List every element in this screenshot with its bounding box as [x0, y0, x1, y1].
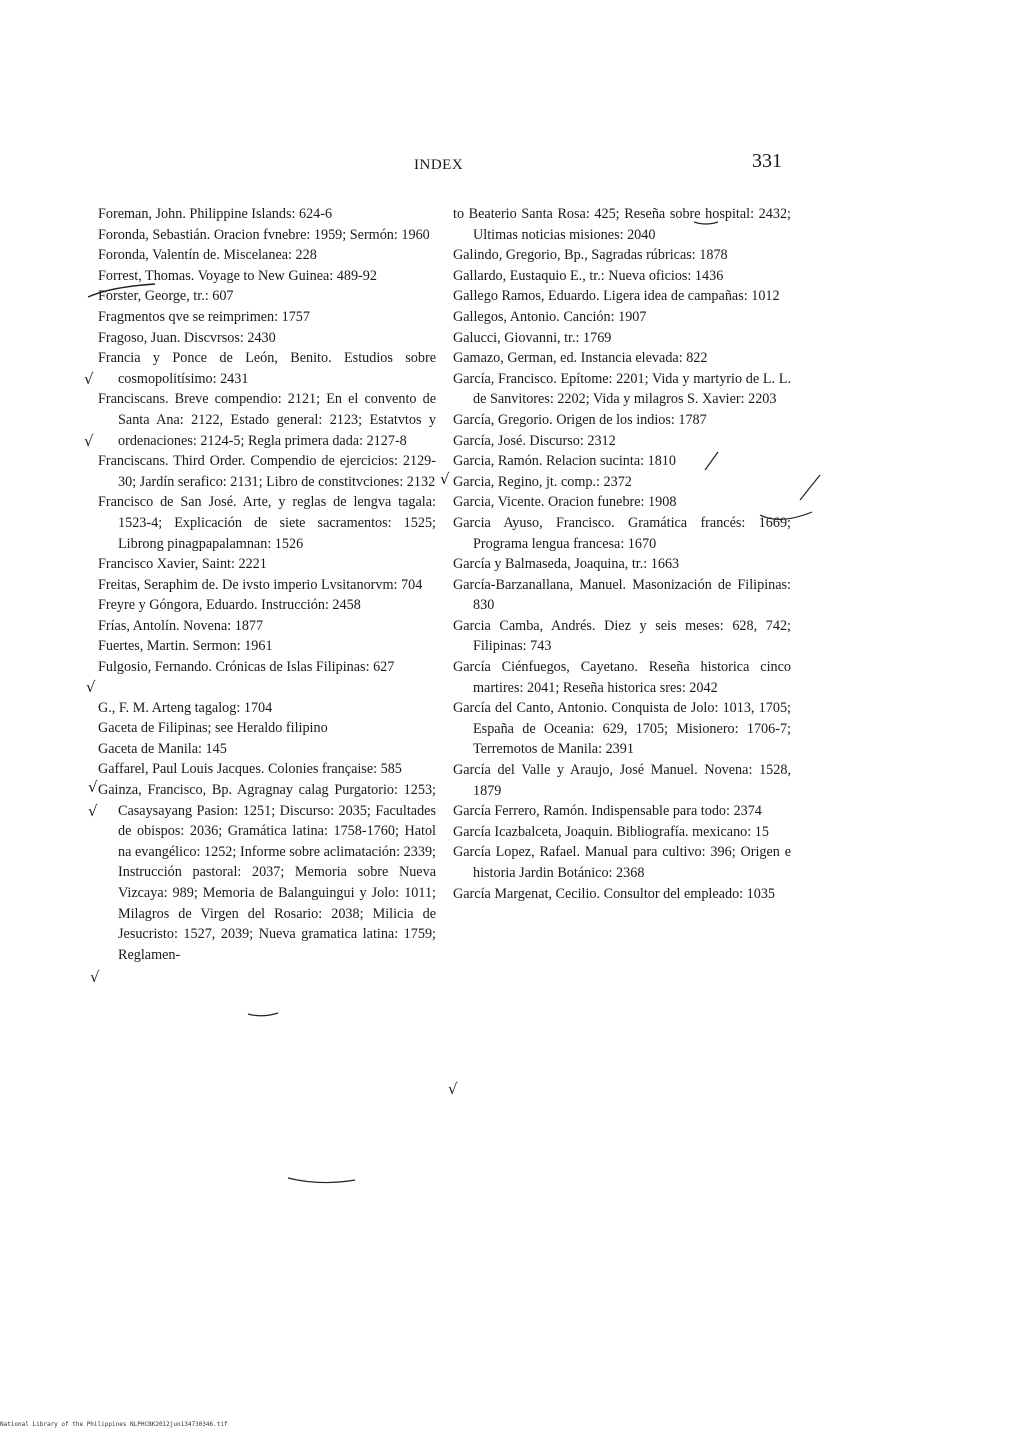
check-mark-icon: √: [90, 968, 100, 986]
index-entry: Gallegos, Antonio. Canción: 1907: [453, 308, 647, 325]
index-entry: Freitas, Seraphim de. De ivsto imperio Lvsitanorvm: 704: [98, 576, 423, 593]
index-entry: Foronda, Valentín de. Miscelanea: 228: [98, 247, 317, 264]
check-mark-icon: √: [88, 778, 98, 796]
index-entry: Francisco Xavier, Saint: 2221: [98, 556, 267, 573]
index-entry: Franciscans. Third Order. Compendio de ejercicios: 2129-30; Jardín serafico: 2131; Libro de constitvciones: 2132: [98, 453, 436, 490]
index-entry: Gaceta de Manila: 145: [98, 740, 227, 757]
index-column-right: [453, 204, 791, 904]
index-entry: Gaceta de Filipinas; see Heraldo filipino: [98, 720, 328, 737]
index-entry: Garcia Camba, Andrés. Diez y seis meses: 628, 742; Filipinas: 743: [453, 617, 791, 655]
index-entry: Garcia Ayuso, Francisco. Gramática francés: 1669; Programa lengua francesa: 1670: [453, 514, 791, 552]
index-entry: García del Canto, Antonio. Conquista de Jolo: 1013, 1705; España de Oceania: 629, 1705; Misionero: 1706-7; Terremotos de Manila: 2391: [453, 700, 791, 758]
running-title: INDEX: [414, 157, 464, 173]
index-entry: Fulgosio, Fernando. Crónicas de Islas Filipinas: 627: [98, 659, 395, 676]
index-entry: Francisco de San José. Arte, y reglas de lengva tagala: 1523-4; Explicación de siete sacramentos: 1525; Librong pinagpapalamnan: 1526: [98, 494, 436, 552]
index-entry: Gallego Ramos, Eduardo. Ligera idea de campañas: 1012: [453, 288, 780, 305]
index-entry: García del Valle y Araujo, José Manuel. Novena: 1528, 1879: [453, 762, 791, 799]
pen-underline-mark: [288, 1178, 355, 1183]
index-entry: Gaffarel, Paul Louis Jacques. Colonies française: 585: [98, 761, 402, 778]
index-entry: Garcia, Ramón. Relacion sucinta: 1810: [453, 453, 676, 470]
check-mark-icon: √: [88, 802, 98, 820]
index-entry: to Beaterio Santa Rosa: 425; Reseña sobre hospital: 2432; Ultimas noticias misiones: 2040: [453, 206, 791, 243]
check-mark-icon: √: [448, 1080, 458, 1098]
check-mark-icon: √: [84, 370, 94, 388]
index-entry: Frías, Antolín. Novena: 1877: [98, 617, 264, 634]
index-entry: Forster, George, tr.: 607: [98, 288, 234, 305]
index-entry: García Ferrero, Ramón. Indispensable para todo: 2374: [453, 803, 762, 820]
index-entry: García Icazbalceta, Joaquin. Bibliografía. mexicano: 15: [453, 823, 769, 840]
index-entry: G., F. M. Arteng tagalog: 1704: [98, 699, 273, 716]
index-entry: Forrest, Thomas. Voyage to New Guinea: 489-92: [98, 267, 377, 284]
index-entry: Garcia, Vicente. Oracion funebre: 1908: [453, 494, 677, 511]
check-mark-icon: √: [84, 432, 94, 450]
index-entry: Gainza, Francisco, Bp. Agragnay calag Purgatorio: 1253; Casaysayang Pasion: 1251; Discurso: 2035; Facultades de obispos: 2036; Gramática latina: 1758-1760; Hatol na evangélico: 1252; Informe sobre aclimatación: 2339; Instrucción pastoral: 2037; Memoria sobre Nueva Vizcaya: 989; Memoria de Balanguingui y Jolo: 1011; Milagros de Virgen del Rosario: 2038; Milicia de Jesucristo: 1527, 2039; Nueva gramatica latina: 1759; Reglamen-: [98, 782, 436, 963]
index-entry: Fragmentos qve se reimprimen: 1757: [98, 308, 310, 325]
index-entry: Foronda, Sebastián. Oracion fvnebre: 1959; Sermón: 1960: [98, 226, 430, 243]
index-entry: García y Balmaseda, Joaquina, tr.: 1663: [453, 556, 680, 573]
index-entry: Gallardo, Eustaquio E., tr.: Nueva oficios: 1436: [453, 267, 724, 284]
page-number: 331: [752, 150, 782, 172]
index-entry: Garcia, Regino, jt. comp.: 2372: [453, 473, 632, 490]
check-mark-icon: √: [440, 470, 450, 488]
index-entry: Francia y Ponce de León, Benito. Estudios sobre cosmopolitísimo: 2431: [98, 350, 436, 387]
index-entry: Fuertes, Martin. Sermon: 1961: [98, 638, 273, 655]
index-entry: García Ciénfuegos, Cayetano. Reseña historica cinco martires: 2041; Reseña historica sres: 2042: [453, 659, 791, 696]
index-entry: García Lopez, Rafael. Manual para cultivo: 396; Origen e historia Jardin Botánico: 2368: [453, 844, 791, 881]
index-entry: García, José. Discurso: 2312: [453, 432, 616, 449]
index-entry: García-Barzanallana, Manuel. Masonización de Filipinas: 830: [453, 576, 791, 614]
index-entry: Fragoso, Juan. Discvrsos: 2430: [98, 329, 276, 346]
scan-footer: National Library of the Philippines NLPHCBK2012jun134730346.tif: [0, 1421, 228, 1428]
index-entry: Gamazo, German, ed. Instancia elevada: 822: [453, 350, 708, 367]
section-gap: [98, 678, 436, 698]
index-entry: García, Gregorio. Origen de los indios: 1787: [453, 411, 707, 428]
check-mark-icon: √: [86, 678, 96, 696]
pen-underline-mark: [248, 1013, 278, 1016]
index-column-left: [98, 204, 436, 965]
index-entry: Foreman, John. Philippine Islands: 624-6: [98, 206, 333, 222]
index-entry: García Margenat, Cecilio. Consultor del empleado: 1035: [453, 885, 776, 902]
index-entry: Galucci, Giovanni, tr.: 1769: [453, 329, 612, 346]
index-entry: Freyre y Góngora, Eduardo. Instrucción: 2458: [98, 597, 361, 614]
index-entry: Galindo, Gregorio, Bp., Sagradas rúbricas: 1878: [453, 247, 728, 264]
pen-tick-mark: [800, 475, 820, 500]
index-entry: García, Francisco. Epítome: 2201; Vida y martyrio de L. L. de Sanvitores: 2202; Vida y milagros S. Xavier: 2203: [453, 370, 791, 408]
index-entry: Franciscans. Breve compendio: 2121; En el convento de Santa Ana: 2122, Estado general: 2123; Estatvtos y ordenaciones: 2124-5; Regla primera dada: 2127-8: [98, 391, 436, 449]
